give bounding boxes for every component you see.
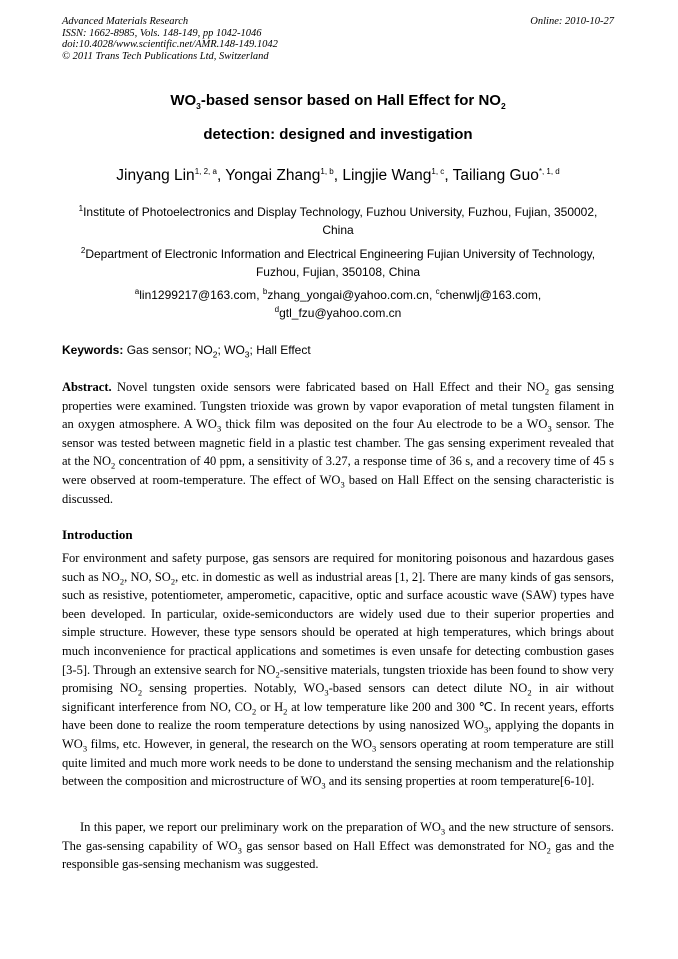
- body-text: In this paper, we report our preliminary work on the preparation of WO: [80, 820, 441, 834]
- affiliation-text: Department of Electronic Information and Electrical Engineering Fujian University of Technology, Fuzhou, Fujian, 350108, China: [85, 247, 596, 279]
- section-heading-introduction: Introduction: [62, 527, 133, 542]
- body-text: -based sensors can detect dilute NO: [328, 681, 528, 696]
- body-text: films, etc. However, in general, the research on the WO: [87, 736, 373, 751]
- paper-title-line-2: detection: designed and investigation: [203, 126, 473, 143]
- journal-header: [62, 16, 278, 62]
- body-text: and its sensing properties at room temperature[6-10].: [325, 774, 595, 789]
- subscript-3: 3: [324, 687, 329, 698]
- subscript-2: 2: [527, 687, 532, 698]
- affiliation-2: [62, 245, 614, 281]
- author-mark: 1, c: [431, 166, 445, 176]
- author-mark: 1, b: [320, 166, 334, 176]
- subscript-2: 2: [170, 576, 176, 587]
- copyright-line: © 2011 Trans Tech Publications Ltd, Switzerland: [62, 50, 269, 62]
- title-text: -based sensor based on Hall Effect for NO: [200, 92, 501, 109]
- affiliation-1: [62, 203, 614, 239]
- abstract-text: sensor. The sensor was tested between magnetic field in a plastic test chamber. The gas sensing experiment revealed that at the NO: [62, 417, 614, 469]
- email-address[interactable]: gtl_fzu@yahoo.com.cn: [279, 306, 402, 320]
- email-address[interactable]: chenwlj@163.com: [439, 288, 538, 302]
- body-text: gas sensor based on Hall Effect was demonstrated for NO: [241, 838, 547, 853]
- abstract-text: concentration of 40 ppm, a sensitivity of 3.27, a response time of 36 s, and a recovery time of 45 s were observed at room-temperature. The effect of WO: [62, 454, 614, 487]
- doi-line[interactable]: doi:10.4028/www.scientific.net/AMR.148-149.1042: [62, 39, 278, 50]
- subscript-3: 3: [216, 423, 222, 434]
- subscript-2: 2: [111, 460, 116, 471]
- keywords-subscript: 2: [212, 349, 218, 360]
- affiliation-mark: 1: [78, 204, 84, 213]
- keywords-text: ; Hall Effect: [249, 343, 311, 357]
- author-name: Yongai Zhang: [225, 167, 321, 184]
- author-list: Jinyang Lin$^{1, 2, a}$, Yongai Zhang$^{1, b}$, Lingjie Wang$^{1, c}$, Tailiang Guo$^{*, 1, d}$: [116, 166, 560, 184]
- affiliation-mark: 2: [80, 246, 86, 255]
- online-date: Online: 2010-10-27: [530, 16, 614, 27]
- subscript-3: 3: [237, 845, 242, 856]
- subscript-2: 2: [546, 845, 551, 856]
- subscript-3: 3: [547, 423, 552, 434]
- email-mark: a: [134, 287, 140, 296]
- keywords-subscript: 3: [244, 349, 250, 360]
- paper-title-line-1: [62, 92, 614, 109]
- subscript-2: 2: [119, 576, 125, 587]
- affiliation-text: Institute of Photoelectronics and Display Technology, Fuzhou University, Fuzhou, Fujian, 350002, China: [83, 205, 598, 237]
- introduction-paragraph-2: [62, 818, 614, 874]
- email-mark: d: [274, 305, 280, 314]
- keywords: [62, 343, 311, 360]
- subscript-3: 3: [340, 479, 345, 490]
- subscript-3: 3: [321, 780, 326, 791]
- email-address[interactable]: lin1299217@163.com: [139, 288, 257, 302]
- issn-line: ISSN: 1662-8985, Vols. 148-149, pp 1042-1046: [62, 27, 262, 39]
- email-mark: b: [262, 287, 268, 296]
- subscript-3: 3: [440, 826, 446, 837]
- abstract-paragraph: [62, 378, 614, 508]
- body-text: in air without significant interference from NO, CO: [62, 681, 615, 714]
- title-subscript: 3: [196, 101, 201, 111]
- author-name: Tailiang Guo: [452, 167, 539, 184]
- abstract-text: Novel tungsten oxide sensors were fabricated based on Hall Effect and their NO: [111, 380, 545, 394]
- email-address[interactable]: zhang_yongai@yahoo.com.cn: [267, 288, 429, 302]
- subscript-3: 3: [372, 743, 377, 754]
- email-list: $^a$lin1299217@163.com, $^b$zhang_yongai@yahoo.com.cn, $^c$chenwlj@163.com, $^d$gtl_fzu@yahoo.com.cn: [134, 287, 542, 320]
- subscript-2: 2: [275, 669, 280, 680]
- author-mark: 1, 2, a: [194, 166, 217, 176]
- abstract-text: based on Hall Effect on the sensing characteristic is discussed.: [62, 472, 614, 506]
- keywords-text: Gas sensor; NO: [126, 343, 213, 357]
- abstract-label: Abstract.: [62, 380, 112, 394]
- body-text: or H: [256, 699, 284, 714]
- body-text: -sensitive materials, tungsten trioxide has been found to show very promising NO: [62, 662, 614, 696]
- abstract-text: gas sensing properties were examined. Tungsten trioxide was grown by vapor evaporation of metal tungsten filament in an oxygen atmosphere. A WO: [62, 380, 614, 432]
- body-text: sensors operating at room temperature are still quite limited and much more work needs to be done to understand the sensing mechanism and the relationship between the composition and microstructure of WO: [62, 736, 614, 789]
- author-name: Jinyang Lin: [116, 167, 195, 184]
- body-text: at low temperature like 200 and 300 ℃. In recent years, efforts have been done to realize the room temperature detections by using nanosized WO: [62, 699, 614, 733]
- subscript-3: 3: [82, 743, 88, 754]
- body-text: , applying the dopants in WO: [62, 718, 615, 751]
- subscript-3: 3: [483, 724, 489, 735]
- email-mark: c: [435, 287, 440, 296]
- body-text: , etc. in domestic as well as industrial areas [1, 2]. There are many kinds of gas sensors, such as resistive, potentiometer, amperometic, capacitive, optic and surface acoustic wave (SAW) types have been developed. In particular, oxide-semiconductors are widely used due to their superior properties and simple structure. However, these type sensors should be operated at high temperatures, which brings about much inconvenience for practical applications and sometimes is even unsafe for detecting combustion gases [3-5]. Through an extensive search for NO: [62, 569, 614, 677]
- body-text: , NO, SO: [124, 569, 171, 584]
- body-text: sensing properties. Notably, WO: [142, 681, 325, 696]
- journal-name: Advanced Materials Research: [62, 16, 189, 27]
- subscript-2: 2: [137, 687, 143, 698]
- title-formula: WO: [170, 92, 197, 109]
- introduction-paragraph-1: [62, 549, 614, 791]
- body-text: and the new structure of sensors. The gas-sensing capability of WO: [62, 820, 614, 853]
- author-mark: *, 1, d: [538, 166, 560, 176]
- keywords-label: Keywords:: [62, 343, 124, 357]
- subscript-2: 2: [283, 706, 288, 717]
- body-text: For environment and safety purpose, gas sensors are required for monitoring poisonous and hazardous gases such as NO: [62, 551, 614, 584]
- body-text: gas and the responsible gas-sensing mechanism was suggested.: [62, 838, 614, 872]
- author-name: Lingjie Wang: [342, 167, 432, 184]
- subscript-2: 2: [252, 706, 257, 717]
- title-subscript: 2: [500, 101, 506, 111]
- abstract-text: thick film was deposited on the four Au electrode to be a WO: [221, 417, 548, 432]
- keywords-text: ; WO: [217, 343, 245, 357]
- subscript-2: 2: [544, 386, 550, 397]
